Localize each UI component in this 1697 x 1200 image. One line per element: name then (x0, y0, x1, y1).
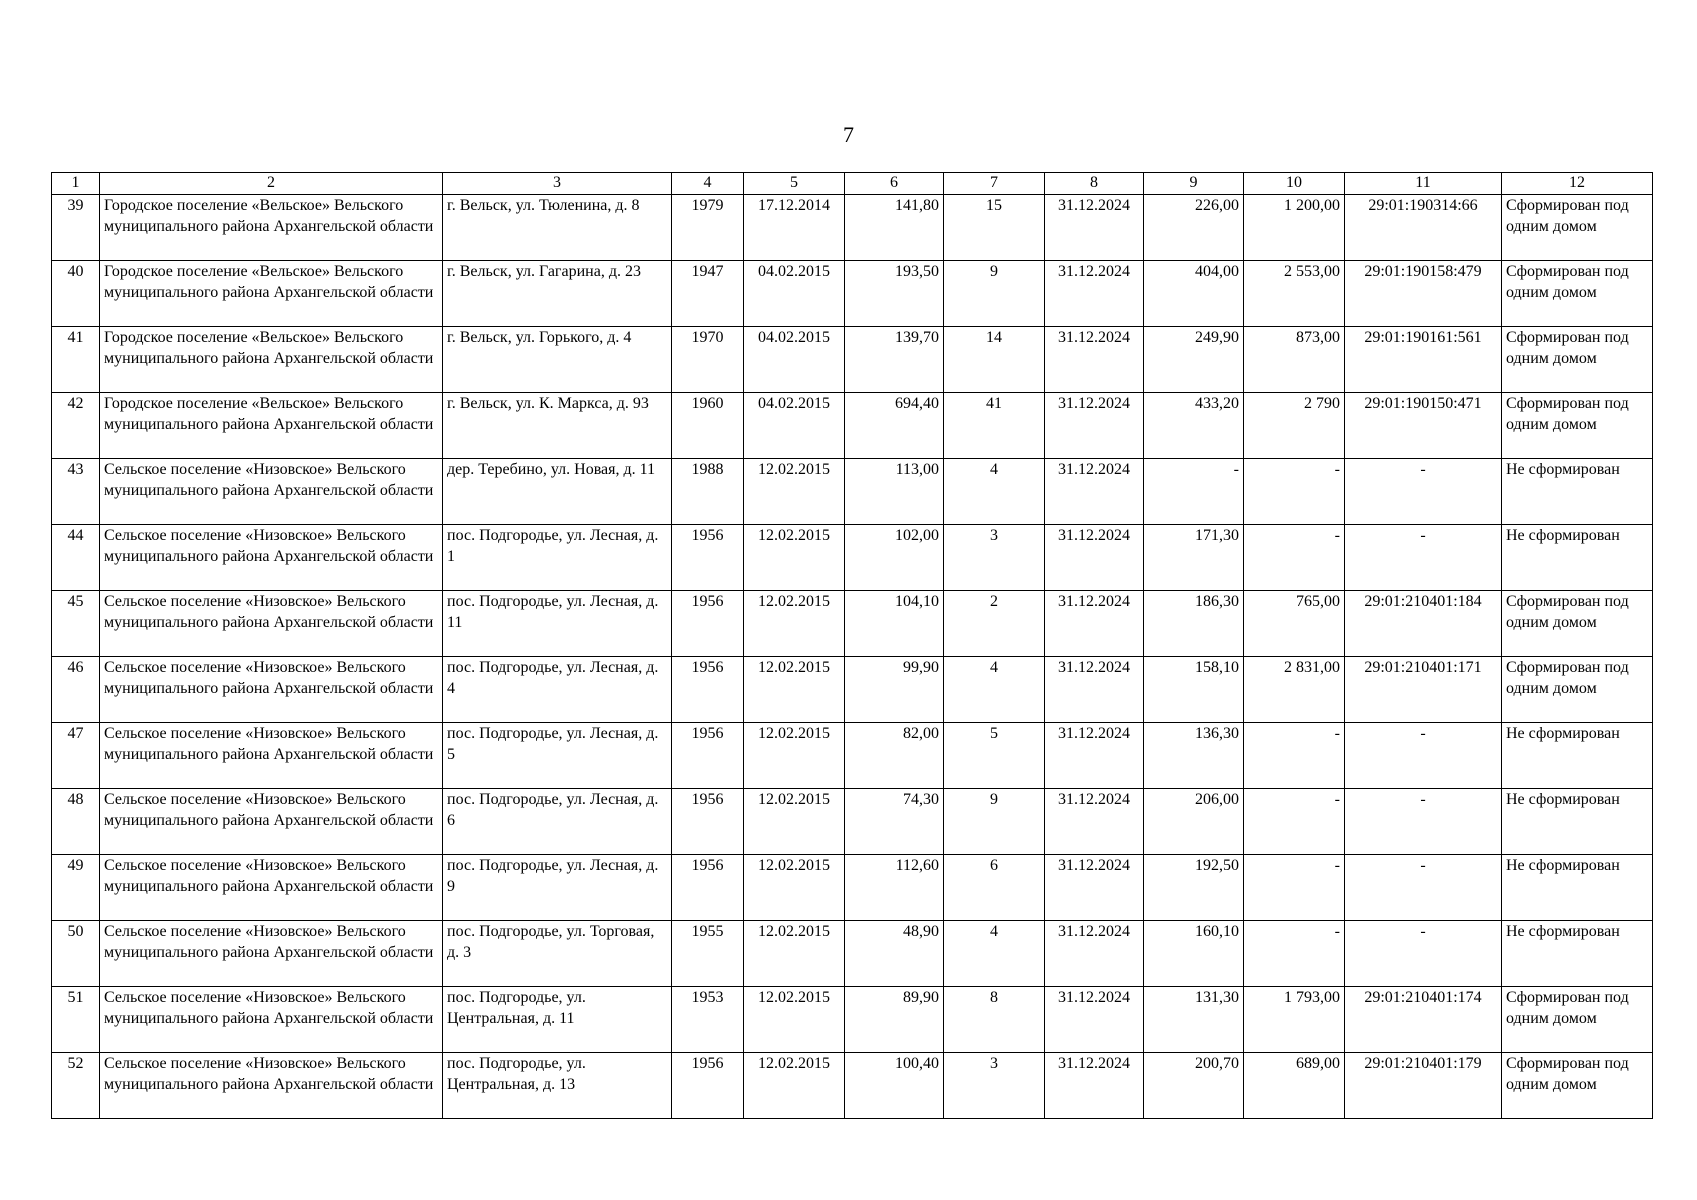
land-area-cell: 160,10 (1144, 921, 1244, 987)
column-header: 3 (443, 173, 672, 195)
column-header: 6 (845, 173, 944, 195)
municipality-cell: Городское поселение «Вельское» Вельского муниципального района Архангельской области (100, 327, 443, 393)
address-cell: пос. Подгородье, ул. Лесная, д. 6 (443, 789, 672, 855)
area-cell: 74,30 (845, 789, 944, 855)
recognition-date-cell: 04.02.2015 (744, 327, 845, 393)
table-row (52, 459, 1653, 525)
land-area-cell: 206,00 (1144, 789, 1244, 855)
land-area-cell: 171,30 (1144, 525, 1244, 591)
recognition-date-cell: 12.02.2015 (744, 1053, 845, 1119)
plot-area-cell: 873,00 (1244, 327, 1345, 393)
recognition-date-cell: 12.02.2015 (744, 657, 845, 723)
cadastral-number-cell: - (1345, 855, 1502, 921)
table-row (52, 393, 1653, 459)
construction-year-cell: 1956 (672, 525, 744, 591)
recognition-date-cell: 12.02.2015 (744, 855, 845, 921)
land-area-cell: 136,30 (1144, 723, 1244, 789)
area-cell: 82,00 (845, 723, 944, 789)
resettlement-deadline-cell: 31.12.2024 (1045, 723, 1144, 789)
recognition-date-cell: 12.02.2015 (744, 723, 845, 789)
table-row (52, 1053, 1653, 1119)
recognition-date-cell: 12.02.2015 (744, 921, 845, 987)
column-header: 1 (52, 173, 100, 195)
area-cell: 694,40 (845, 393, 944, 459)
row-number-cell: 46 (52, 657, 100, 723)
municipality-cell: Городское поселение «Вельское» Вельского муниципального района Архангельской области (100, 393, 443, 459)
plot-status-cell: Не сформирован (1502, 525, 1653, 591)
municipality-cell: Сельское поселение «Низовское» Вельского муниципального района Архангельской области (100, 855, 443, 921)
land-area-cell: 186,30 (1144, 591, 1244, 657)
land-area-cell: 226,00 (1144, 195, 1244, 261)
plot-area-cell: - (1244, 921, 1345, 987)
column-header: 8 (1045, 173, 1144, 195)
address-cell: пос. Подгородье, ул. Торговая, д. 3 (443, 921, 672, 987)
construction-year-cell: 1970 (672, 327, 744, 393)
residents-cell: 4 (944, 657, 1045, 723)
row-number-cell: 40 (52, 261, 100, 327)
construction-year-cell: 1953 (672, 987, 744, 1053)
plot-area-cell: 765,00 (1244, 591, 1345, 657)
area-cell: 89,90 (845, 987, 944, 1053)
table-row (52, 195, 1653, 261)
column-header: 12 (1502, 173, 1653, 195)
municipality-cell: Сельское поселение «Низовское» Вельского муниципального района Архангельской области (100, 789, 443, 855)
construction-year-cell: 1956 (672, 855, 744, 921)
plot-area-cell: - (1244, 525, 1345, 591)
row-number-cell: 52 (52, 1053, 100, 1119)
address-cell: пос. Подгородье, ул. Лесная, д. 11 (443, 591, 672, 657)
land-area-cell: 158,10 (1144, 657, 1244, 723)
construction-year-cell: 1979 (672, 195, 744, 261)
table-row (52, 261, 1653, 327)
plot-status-cell: Не сформирован (1502, 459, 1653, 525)
municipality-cell: Сельское поселение «Низовское» Вельского муниципального района Архангельской области (100, 657, 443, 723)
address-cell: г. Вельск, ул. К. Маркса, д. 93 (443, 393, 672, 459)
municipality-cell: Сельское поселение «Низовское» Вельского муниципального района Архангельской области (100, 591, 443, 657)
residents-cell: 15 (944, 195, 1045, 261)
plot-status-cell: Сформирован под одним домом (1502, 327, 1653, 393)
residents-cell: 6 (944, 855, 1045, 921)
address-cell: пос. Подгородье, ул. Лесная, д. 9 (443, 855, 672, 921)
residents-cell: 14 (944, 327, 1045, 393)
page-number: 7 (843, 122, 854, 147)
construction-year-cell: 1947 (672, 261, 744, 327)
table-row (52, 987, 1653, 1053)
area-cell: 100,40 (845, 1053, 944, 1119)
municipality-cell: Сельское поселение «Низовское» Вельского муниципального района Архангельской области (100, 525, 443, 591)
table-row (52, 657, 1653, 723)
municipality-cell: Городское поселение «Вельское» Вельского муниципального района Архангельской области (100, 195, 443, 261)
recognition-date-cell: 04.02.2015 (744, 393, 845, 459)
row-number-cell: 51 (52, 987, 100, 1053)
resettlement-deadline-cell: 31.12.2024 (1045, 327, 1144, 393)
address-cell: пос. Подгородье, ул. Лесная, д. 4 (443, 657, 672, 723)
address-cell: пос. Подгородье, ул. Лесная, д. 1 (443, 525, 672, 591)
recognition-date-cell: 12.02.2015 (744, 987, 845, 1053)
area-cell: 141,80 (845, 195, 944, 261)
column-header: 4 (672, 173, 744, 195)
plot-area-cell: 2 553,00 (1244, 261, 1345, 327)
construction-year-cell: 1956 (672, 723, 744, 789)
area-cell: 193,50 (845, 261, 944, 327)
municipality-cell: Сельское поселение «Низовское» Вельского муниципального района Архангельской области (100, 921, 443, 987)
table-row (52, 789, 1653, 855)
area-cell: 48,90 (845, 921, 944, 987)
construction-year-cell: 1956 (672, 657, 744, 723)
construction-year-cell: 1988 (672, 459, 744, 525)
area-cell: 102,00 (845, 525, 944, 591)
construction-year-cell: 1956 (672, 591, 744, 657)
cadastral-number-cell: 29:01:190314:66 (1345, 195, 1502, 261)
resettlement-deadline-cell: 31.12.2024 (1045, 393, 1144, 459)
row-number-cell: 45 (52, 591, 100, 657)
land-area-cell: 200,70 (1144, 1053, 1244, 1119)
row-number-cell: 49 (52, 855, 100, 921)
municipality-cell: Сельское поселение «Низовское» Вельского муниципального района Архангельской области (100, 723, 443, 789)
resettlement-deadline-cell: 31.12.2024 (1045, 1053, 1144, 1119)
resettlement-deadline-cell: 31.12.2024 (1045, 195, 1144, 261)
construction-year-cell: 1955 (672, 921, 744, 987)
row-number-cell: 41 (52, 327, 100, 393)
resettlement-deadline-cell: 31.12.2024 (1045, 855, 1144, 921)
residents-cell: 3 (944, 1053, 1045, 1119)
row-number-cell: 47 (52, 723, 100, 789)
row-number-cell: 48 (52, 789, 100, 855)
municipality-cell: Сельское поселение «Низовское» Вельского муниципального района Архангельской области (100, 459, 443, 525)
residents-cell: 4 (944, 459, 1045, 525)
cadastral-number-cell: 29:01:210401:171 (1345, 657, 1502, 723)
residents-cell: 4 (944, 921, 1045, 987)
column-header: 5 (744, 173, 845, 195)
address-cell: дер. Теребино, ул. Новая, д. 11 (443, 459, 672, 525)
address-cell: пос. Подгородье, ул. Лесная, д. 5 (443, 723, 672, 789)
municipality-cell: Городское поселение «Вельское» Вельского муниципального района Архангельской области (100, 261, 443, 327)
municipality-cell: Сельское поселение «Низовское» Вельского муниципального района Архангельской области (100, 987, 443, 1053)
table-row (52, 855, 1653, 921)
area-cell: 99,90 (845, 657, 944, 723)
column-header: 10 (1244, 173, 1345, 195)
cadastral-number-cell: 29:01:190161:561 (1345, 327, 1502, 393)
column-header: 9 (1144, 173, 1244, 195)
construction-year-cell: 1956 (672, 789, 744, 855)
housing-registry-table (51, 172, 1653, 1119)
column-header: 7 (944, 173, 1045, 195)
resettlement-deadline-cell: 31.12.2024 (1045, 921, 1144, 987)
land-area-cell: 404,00 (1144, 261, 1244, 327)
column-header: 2 (100, 173, 443, 195)
cadastral-number-cell: 29:01:190150:471 (1345, 393, 1502, 459)
row-number-cell: 43 (52, 459, 100, 525)
cadastral-number-cell: - (1345, 459, 1502, 525)
resettlement-deadline-cell: 31.12.2024 (1045, 657, 1144, 723)
address-cell: пос. Подгородье, ул. Центральная, д. 11 (443, 987, 672, 1053)
residents-cell: 3 (944, 525, 1045, 591)
plot-status-cell: Не сформирован (1502, 921, 1653, 987)
residents-cell: 9 (944, 789, 1045, 855)
plot-area-cell: - (1244, 723, 1345, 789)
area-cell: 113,00 (845, 459, 944, 525)
plot-status-cell: Сформирован под одним домом (1502, 195, 1653, 261)
construction-year-cell: 1956 (672, 1053, 744, 1119)
plot-area-cell: - (1244, 789, 1345, 855)
construction-year-cell: 1960 (672, 393, 744, 459)
row-number-cell: 50 (52, 921, 100, 987)
plot-area-cell: 2 831,00 (1244, 657, 1345, 723)
table-row (52, 723, 1653, 789)
column-number-row (52, 173, 1653, 195)
area-cell: 104,10 (845, 591, 944, 657)
address-cell: г. Вельск, ул. Горького, д. 4 (443, 327, 672, 393)
row-number-cell: 39 (52, 195, 100, 261)
cadastral-number-cell: - (1345, 525, 1502, 591)
plot-area-cell: 1 793,00 (1244, 987, 1345, 1053)
address-cell: г. Вельск, ул. Гагарина, д. 23 (443, 261, 672, 327)
recognition-date-cell: 04.02.2015 (744, 261, 845, 327)
residents-cell: 9 (944, 261, 1045, 327)
land-area-cell: 192,50 (1144, 855, 1244, 921)
land-area-cell: - (1144, 459, 1244, 525)
table-row (52, 591, 1653, 657)
land-area-cell: 131,30 (1144, 987, 1244, 1053)
cadastral-number-cell: - (1345, 723, 1502, 789)
recognition-date-cell: 12.02.2015 (744, 525, 845, 591)
plot-status-cell: Сформирован под одним домом (1502, 261, 1653, 327)
resettlement-deadline-cell: 31.12.2024 (1045, 525, 1144, 591)
plot-status-cell: Сформирован под одним домом (1502, 393, 1653, 459)
residents-cell: 8 (944, 987, 1045, 1053)
cadastral-number-cell: 29:01:210401:174 (1345, 987, 1502, 1053)
recognition-date-cell: 17.12.2014 (744, 195, 845, 261)
plot-status-cell: Не сформирован (1502, 855, 1653, 921)
cadastral-number-cell: - (1345, 789, 1502, 855)
municipality-cell: Сельское поселение «Низовское» Вельского муниципального района Архангельской области (100, 1053, 443, 1119)
area-cell: 112,60 (845, 855, 944, 921)
resettlement-deadline-cell: 31.12.2024 (1045, 261, 1144, 327)
land-area-cell: 433,20 (1144, 393, 1244, 459)
recognition-date-cell: 12.02.2015 (744, 789, 845, 855)
cadastral-number-cell: 29:01:190158:479 (1345, 261, 1502, 327)
residents-cell: 2 (944, 591, 1045, 657)
resettlement-deadline-cell: 31.12.2024 (1045, 459, 1144, 525)
cadastral-number-cell: - (1345, 921, 1502, 987)
resettlement-deadline-cell: 31.12.2024 (1045, 987, 1144, 1053)
recognition-date-cell: 12.02.2015 (744, 459, 845, 525)
cadastral-number-cell: 29:01:210401:179 (1345, 1053, 1502, 1119)
row-number-cell: 44 (52, 525, 100, 591)
address-cell: г. Вельск, ул. Тюленина, д. 8 (443, 195, 672, 261)
plot-status-cell: Сформирован под одним домом (1502, 987, 1653, 1053)
plot-area-cell: 2 790 (1244, 393, 1345, 459)
resettlement-deadline-cell: 31.12.2024 (1045, 591, 1144, 657)
residents-cell: 5 (944, 723, 1045, 789)
table-row (52, 327, 1653, 393)
area-cell: 139,70 (845, 327, 944, 393)
plot-status-cell: Сформирован под одним домом (1502, 657, 1653, 723)
table-row (52, 921, 1653, 987)
address-cell: пос. Подгородье, ул. Центральная, д. 13 (443, 1053, 672, 1119)
row-number-cell: 42 (52, 393, 100, 459)
table-body (52, 195, 1653, 1119)
plot-status-cell: Сформирован под одним домом (1502, 591, 1653, 657)
plot-area-cell: - (1244, 459, 1345, 525)
plot-area-cell: - (1244, 855, 1345, 921)
plot-area-cell: 689,00 (1244, 1053, 1345, 1119)
plot-area-cell: 1 200,00 (1244, 195, 1345, 261)
table-row (52, 525, 1653, 591)
plot-status-cell: Сформирован под одним домом (1502, 1053, 1653, 1119)
column-header: 11 (1345, 173, 1502, 195)
land-area-cell: 249,90 (1144, 327, 1244, 393)
cadastral-number-cell: 29:01:210401:184 (1345, 591, 1502, 657)
plot-status-cell: Не сформирован (1502, 723, 1653, 789)
resettlement-deadline-cell: 31.12.2024 (1045, 789, 1144, 855)
plot-status-cell: Не сформирован (1502, 789, 1653, 855)
residents-cell: 41 (944, 393, 1045, 459)
recognition-date-cell: 12.02.2015 (744, 591, 845, 657)
